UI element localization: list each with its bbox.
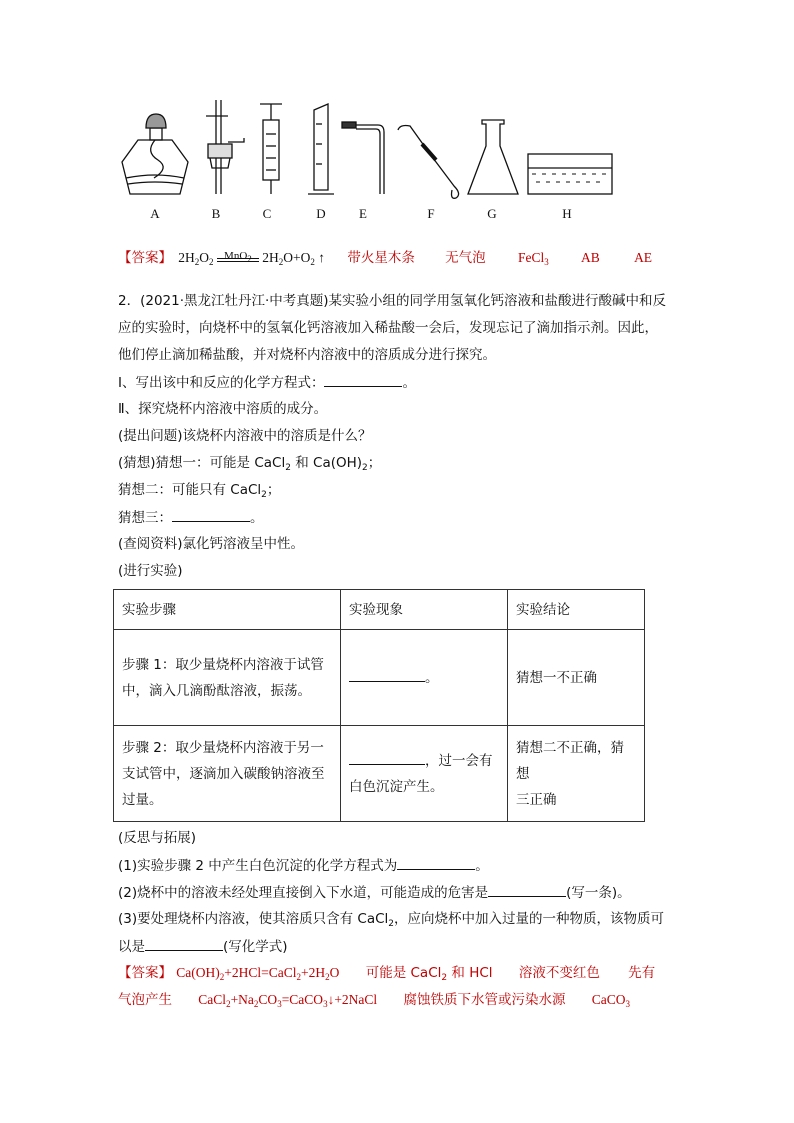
apparatus-figure	[110, 94, 630, 222]
guess-1: (猜想)猜想一：可能是 CaCl$_2$ 和 $Ca(OH)_2$；	[118, 455, 382, 473]
answer-2-item-4a: 先有	[628, 965, 656, 981]
part-1-prompt: Ⅰ、写出该中和反应的化学方程式： 。	[118, 375, 416, 391]
experiment-title: (进行实验)	[118, 563, 183, 579]
question-2-line-3: 他们停止滴加稀盐酸，并对烧杯内溶液中的溶质成分进行探究。	[118, 347, 496, 363]
observation-cell: 。	[341, 630, 508, 726]
answer-2-line-2	[118, 991, 630, 1009]
rubber-tube-icon	[398, 126, 459, 199]
precipitation-equation: $CaCl_2+Na_2CO_3=CaCO_3↓+2NaCl$	[198, 992, 378, 1009]
answer-1	[118, 249, 652, 267]
answer-2-item-4b: 气泡产生	[118, 992, 172, 1008]
syringe-icon	[260, 104, 282, 194]
raise-question: (提出问题)该烧杯内溶液中的溶质是什么？	[118, 428, 372, 444]
answer-blank[interactable]	[397, 856, 475, 870]
table-header-row	[114, 590, 645, 630]
guess-3: 猜想三： 。	[118, 510, 264, 526]
step-cell: 步骤 2：取少量烧杯内溶液于另一 支试管中，逐滴加入碳酸钠溶液至 过量。	[114, 726, 341, 822]
reflection-1: (1)实验步骤 2 中产生白色沉淀的化学方程式为 。	[118, 858, 489, 874]
apparatus-label-f: F	[427, 206, 435, 221]
apparatus-label-h: H	[562, 206, 572, 221]
reflection-3-line-1: (3)要处理烧杯内溶液，使其溶质只含有 CaCl$_2$，应向烧杯中加入过量的一种物质，该物质可	[118, 911, 665, 929]
apparatus-label-a: A	[150, 206, 160, 221]
apparatus-label-b: B	[211, 206, 221, 221]
apparatus-label-c: C	[262, 206, 272, 221]
part-2-title: Ⅱ、探究烧杯内溶液中溶质的成分。	[118, 401, 328, 417]
answer-blank[interactable]	[349, 668, 425, 682]
answer-blank[interactable]	[145, 937, 223, 951]
table-row	[114, 726, 645, 822]
decomposition-equation: $2H_2O_2$ MnO$_2$ $2H_2O+O_2$ ↑	[178, 250, 326, 267]
answer-2-item-2: 可能是 CaCl$_2$ 和 HCl	[365, 965, 493, 983]
answer-1-item-4: FeCl$_3$	[517, 250, 549, 267]
answer-2-line-1	[118, 964, 655, 982]
reflection-2: (2)烧杯中的溶液未经处理直接倒入下水道，可能造成的危害是 (写一条)。	[118, 885, 631, 901]
lookup-info: (查阅资料)氯化钙溶液呈中性。	[118, 536, 305, 552]
answer-1-item-3: 无气泡	[445, 250, 486, 266]
answer-2-item-3: 溶液不变红色	[518, 965, 600, 981]
answer-1-item-2: 带火星木条	[347, 250, 415, 266]
apparatus-label-g: G	[487, 206, 497, 221]
apparatus-label-e: E	[359, 206, 367, 221]
apparatus-label-d: D	[316, 206, 326, 221]
reflection-3-line-2: 以是 (写化学式)	[118, 939, 288, 955]
answer-blank[interactable]	[349, 751, 425, 765]
step-cell: 步骤 1：取少量烧杯内溶液于试管 中，滴入几滴酚酞溶液，振荡。	[114, 630, 341, 726]
question-2-line-1: 2．(2021·黑龙江牡丹江·中考真题)某实验小组的同学用氢氧化钙溶液和盐酸进行酸碱中和反	[118, 293, 667, 309]
conical-flask-icon	[468, 120, 518, 194]
observation-cell: ，过一会有 白色沉淀产生。	[341, 726, 508, 822]
answer-tag: 【答案】	[118, 250, 172, 266]
experiment-table	[113, 589, 645, 822]
table-header-cell: 实验结论	[508, 590, 645, 630]
conclusion-cell: 猜想二不正确，猜想 三正确	[508, 726, 645, 822]
neutralization-equation: $Ca(OH)_2+2HCl=CaCl_2+2H_2O$	[176, 965, 340, 982]
guess-2: 猜想二：可能只有 CaCl$_2$；	[118, 482, 281, 500]
answer-1-item-5: AB	[581, 250, 600, 265]
question-2-line-2: 应的实验时，向烧杯中的氢氧化钙溶液加入稀盐酸一会后，发现忘记了滴加指示剂。因此，	[118, 320, 658, 336]
answer-2-item-7: CaCO$_3$	[591, 992, 631, 1009]
alcohol-lamp-icon	[122, 114, 188, 194]
reflection-title: (反思与拓展)	[118, 830, 197, 846]
answer-blank[interactable]	[172, 508, 250, 522]
answer-1-item-6: AE	[634, 250, 653, 265]
table-row	[114, 630, 645, 726]
bent-glass-tube-icon	[342, 122, 384, 194]
water-trough-icon	[528, 154, 612, 194]
answer-blank[interactable]	[488, 883, 566, 897]
table-header-cell: 实验现象	[341, 590, 508, 630]
stopper-tube-icon	[206, 100, 244, 194]
answer-2-item-6: 腐蚀铁质下水管或污染水源	[403, 992, 566, 1008]
answer-tag: 【答案】	[118, 965, 172, 981]
answer-blank[interactable]	[324, 373, 402, 387]
conclusion-cell: 猜想一不正确	[508, 630, 645, 726]
measuring-cylinder-icon	[308, 104, 334, 194]
table-header-cell: 实验步骤	[114, 590, 341, 630]
